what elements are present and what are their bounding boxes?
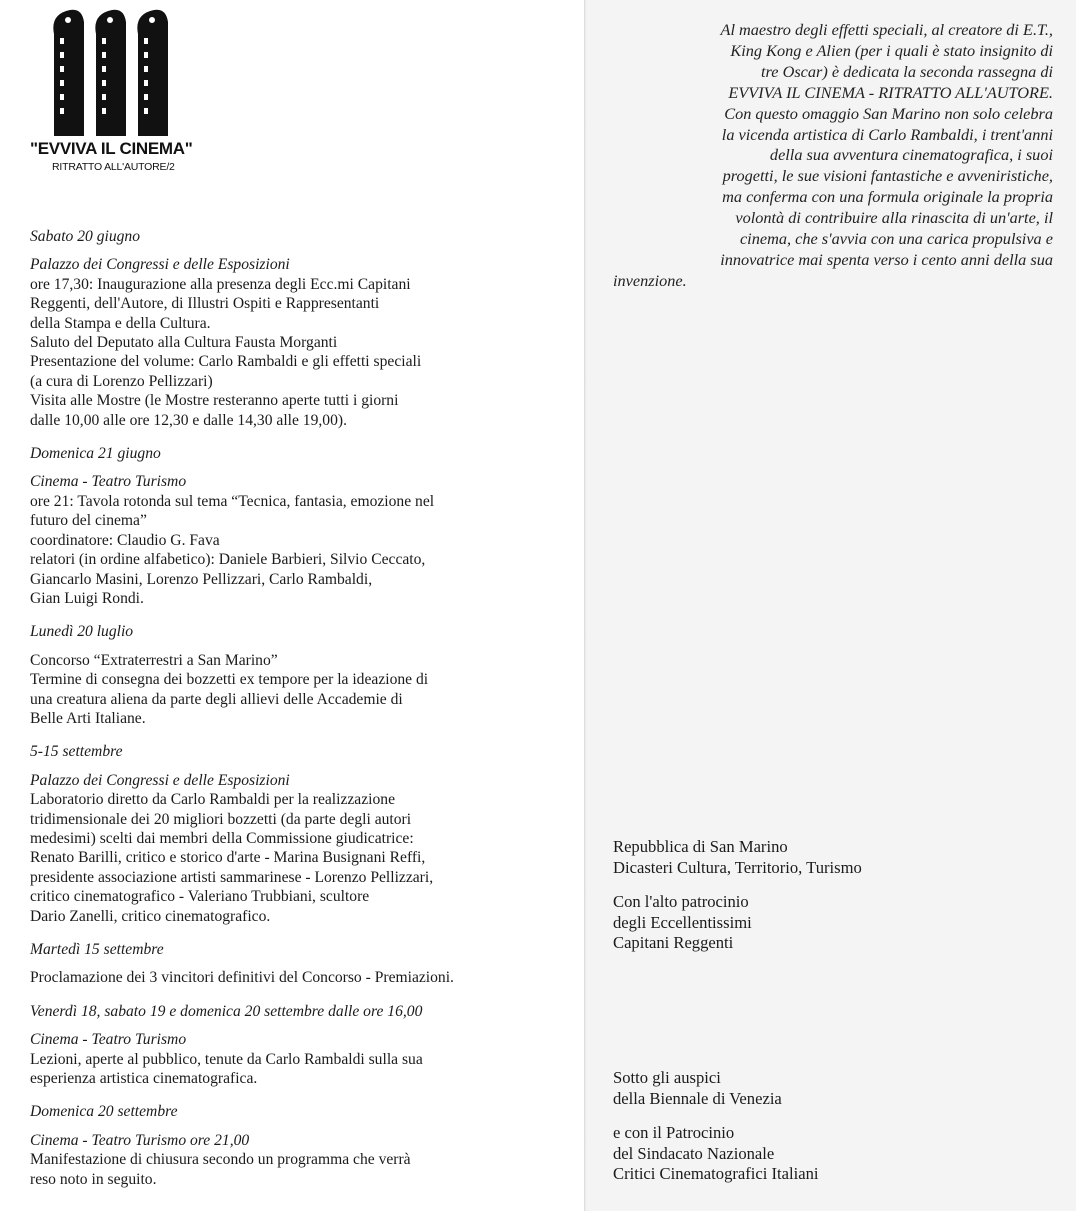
event-text-line: Dario Zanelli, critico cinematografico. <box>30 907 271 925</box>
event-text-line: relatori (in ordine alfabetico): Daniele Barbieri, Silvio Ceccato, <box>30 551 426 569</box>
dedication-line: volontà di contribuire alla rinascita di un'arte, il <box>735 208 1053 228</box>
event-text-line: Visita alle Mostre (le Mostre resteranno aperte tutti i giorni <box>30 392 399 410</box>
event-text-line: coordinatore: Claudio G. Fava <box>30 531 220 549</box>
dedication-line: cinema, che s'avvia con una carica propulsiva e <box>739 229 1053 249</box>
schedule-event <box>30 1002 570 1089</box>
event-text-line: Termine di consegna dei bozzetti ex tempore per la ideazione di <box>30 671 429 689</box>
event-text-line: Proclamazione dei 3 vincitori definitivi del Concorso - Premiazioni. <box>30 969 454 987</box>
patronage-line: Critici Cinematografici Italiani <box>613 1164 819 1183</box>
patronage-line: Repubblica di San Marino <box>613 837 788 856</box>
event-text-line: ore 21: Tavola rotonda sul tema “Tecnica, fantasia, emozione nel <box>30 492 435 510</box>
event-text-line: Gian Luigi Rondi. <box>30 589 144 607</box>
event-text-line: Reggenti, dell'Autore, di Illustri Ospiti e Rappresentanti <box>30 295 380 313</box>
event-text-line: tridimensionale dei 20 migliori bozzetti (da parte degli autori <box>30 810 412 828</box>
dedication-line: della sua avventura cinematografica, i suoi <box>769 145 1053 165</box>
event-venue: Cinema - Teatro Turismo <box>30 473 187 491</box>
patronage-line: del Sindacato Nazionale <box>613 1143 775 1163</box>
schedule-event <box>30 444 570 608</box>
patronage-line: Dicasteri Cultura, Territorio, Turismo <box>613 857 862 877</box>
event-venue: Cinema - Teatro Turismo <box>30 1031 187 1049</box>
schedule-event <box>30 742 570 926</box>
sponsorship-text <box>613 1123 1053 1185</box>
event-text-line: reso noto in seguito. <box>30 1170 157 1188</box>
event-venue: Palazzo dei Congressi e delle Esposizioni <box>30 256 290 274</box>
schedule-event <box>30 622 570 728</box>
dedication-line: tre Oscar) è dedicata la seconda rassegna di <box>761 61 1053 81</box>
dedication-text <box>613 20 1053 292</box>
organizer-block <box>613 837 1053 968</box>
event-text-line: critico cinematografico - Valeriano Trubbiani, scultore <box>30 888 370 906</box>
event-text-line: futuro del cinema” <box>30 512 147 530</box>
event-venue: Palazzo dei Congressi e delle Esposizioni <box>30 771 290 789</box>
event-text-line: Giancarlo Masini, Lorenzo Pellizzari, Carlo Rambaldi, <box>30 570 373 588</box>
schedule-event <box>30 227 570 430</box>
event-text-line: ore 17,30: Inaugurazione alla presenza degli Ecc.mi Capitani <box>30 275 411 293</box>
dedication-line: King Kong e Alien (per i quali è stato insignito di <box>730 40 1053 60</box>
event-text-line: Saluto del Deputato alla Cultura Fausta Morganti <box>30 334 338 352</box>
event-date: Domenica 20 settembre <box>30 1103 178 1121</box>
event-date: Domenica 21 giugno <box>30 445 161 463</box>
patronage-line: della Biennale di Venezia <box>613 1088 782 1108</box>
patronage-line: e con il Patrocinio <box>613 1123 735 1142</box>
event-text-line: (a cura di Lorenzo Pellizzari) <box>30 372 213 390</box>
high-patronage-text <box>613 892 1053 954</box>
dedication-line: la vicenda artistica di Carlo Rambaldi, i trent'anni <box>721 124 1053 144</box>
event-date: Lunedì 20 luglio <box>30 623 134 641</box>
event-text-line: della Stampa e della Cultura. <box>30 314 211 332</box>
dedication-line: invenzione. <box>613 270 687 290</box>
logo-title: "EVVIVA IL CINEMA" <box>30 139 193 158</box>
dedication-line: Con questo omaggio San Marino non solo celebra <box>724 103 1053 123</box>
event-schedule <box>30 227 570 1203</box>
auspices-text <box>613 1068 1053 1109</box>
event-text-line: Renato Barilli, critico e storico d'arte - Marina Busignani Reffi, <box>30 849 426 867</box>
event-text-line: Belle Arti Italiane. <box>30 709 146 727</box>
schedule-event <box>30 1102 570 1189</box>
patronage-line: Con l'alto patrocinio <box>613 892 749 911</box>
dedication-line: Al maestro degli effetti speciali, al creatore di E.T., <box>720 20 1053 39</box>
event-date: Martedì 15 settembre <box>30 941 164 958</box>
event-text-line: Lezioni, aperte al pubblico, tenute da Carlo Rambaldi sulla sua <box>30 1050 423 1068</box>
patronage-line: Capitani Reggenti <box>613 933 734 952</box>
event-date: 5-15 settembre <box>30 743 123 761</box>
schedule-event <box>30 940 570 988</box>
dedication-line: progetti, le sue visioni fantastiche e avveniristiche, <box>722 166 1053 186</box>
event-text-line: esperienza artistica cinematografica. <box>30 1070 258 1088</box>
auspices-block <box>613 1068 1053 1199</box>
event-date: Venerdì 18, sabato 19 e domenica 20 settembre dalle ore 16,00 <box>30 1002 423 1020</box>
event-text-line: presidente associazione artisti sammarinese - Lorenzo Pellizzari, <box>30 868 434 886</box>
event-text-line: Laboratorio diretto da Carlo Rambaldi per la realizzazione <box>30 791 395 809</box>
logo-subtitle: RITRATTO ALL'AUTORE/2 <box>52 161 175 173</box>
event-text-line: Presentazione del volume: Carlo Rambaldi e gli effetti speciali <box>30 353 422 371</box>
patronage-line: Sotto gli auspici <box>613 1068 721 1087</box>
event-text-line: una creatura aliena da parte degli allievi delle Accademie di <box>30 690 403 708</box>
fold-line <box>584 0 587 1211</box>
event-date: Sabato 20 giugno <box>30 228 141 245</box>
patronage-line: degli Eccellentissimi <box>613 912 752 932</box>
dedication-line: innovatrice mai spenta verso i cento anni della sua <box>720 249 1053 269</box>
event-venue: Cinema - Teatro Turismo ore 21,00 <box>30 1131 250 1149</box>
event-text-line: dalle 10,00 alle ore 12,30 e dalle 14,30 alle 19,00). <box>30 411 347 429</box>
dedication-line: ma conferma con una formula originale la propria <box>722 187 1053 207</box>
event-text-line: medesimi) scelti dai membri della Commissione giudicatrice: <box>30 829 414 847</box>
film-strip-reels-icon <box>48 8 180 136</box>
event-text-line: Manifestazione di chiusura secondo un programma che verrà <box>30 1151 411 1169</box>
event-text-line: Concorso “Extraterrestri a San Marino” <box>30 651 278 669</box>
dedication-line: EVVIVA IL CINEMA - RITRATTO ALL'AUTORE. <box>728 82 1053 102</box>
festival-logo <box>30 8 200 178</box>
organizer-text <box>613 837 1053 878</box>
